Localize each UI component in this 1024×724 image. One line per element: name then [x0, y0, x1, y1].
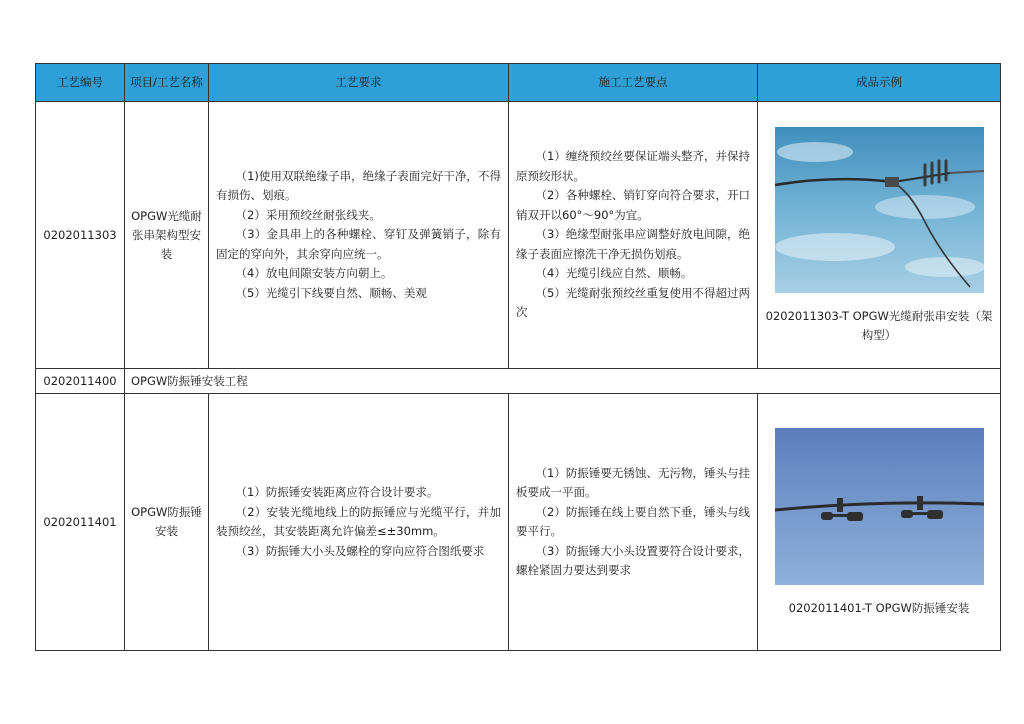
example-caption: 0202011401-T OPGW防振锤安装	[788, 601, 970, 615]
construction-key-points	[509, 102, 758, 369]
group-title: OPGW防振锤安装工程	[125, 369, 1001, 394]
key-point-item: （3）绝缘型耐张串应调整好放电间隙，绝缘子表面应擦洗干净无损伤划痕。	[516, 227, 750, 261]
key-point-item: （1）缠绕预绞丝要保证端头整齐，并保持原预绞形状。	[516, 149, 750, 183]
process-code: 0202011303	[36, 102, 125, 369]
process-requirements	[209, 394, 509, 651]
requirement-item: （2）安装光缆地线上的防振锤应与光缆平行，并加装预绞丝，其安装距离允许偏差≤±30mm。	[216, 504, 501, 538]
header-process-name: 项目/工艺名称	[125, 64, 209, 102]
header-finished-example: 成品示例	[758, 64, 1001, 102]
requirement-item: （5）光缆引下线要自然、顺畅、美观	[235, 285, 427, 300]
finished-example	[758, 102, 1001, 369]
key-point-item: （3）防振锤大小头设置要符合设计要求，螺栓紧固力要达到要求	[516, 543, 750, 577]
key-point-item: （4）光缆引线应自然、顺畅。	[535, 266, 693, 281]
requirement-item: （1）防振锤安装距离应符合设计要求。	[235, 485, 439, 499]
header-process-code: 工艺编号	[36, 64, 125, 102]
requirement-item: （4）放电间隙安装方向朝上。	[235, 266, 393, 281]
process-name: OPGW防振锤安装	[125, 394, 209, 651]
requirement-item: （3）金具串上的各种螺栓、穿钉及弹簧销子，除有固定的穿向外，其余穿向应统一。	[216, 227, 501, 261]
process-name: OPGW光缆耐张串架构型安装	[125, 102, 209, 369]
tension-string-photo	[775, 127, 984, 293]
process-code: 0202011401	[36, 394, 125, 651]
process-requirements	[209, 102, 509, 369]
key-point-item: （1）防振锤要无锈蚀、无污物，锤头与挂板要成一平面。	[516, 465, 750, 499]
table-header-row	[36, 64, 1001, 102]
vibration-damper-photo	[775, 428, 984, 585]
process-table	[35, 63, 1001, 651]
key-point-item: （2）防振锤在线上要自然下垂，锤头与线要平行。	[516, 504, 750, 538]
table-row	[36, 102, 1001, 369]
construction-key-points	[509, 394, 758, 651]
requirement-item: （1)使用双联绝缘子串，绝缘子表面完好干净，不得有损伤、划痕。	[216, 168, 501, 203]
finished-example	[758, 394, 1001, 651]
group-code: 0202011400	[36, 369, 125, 394]
header-construction-key-points: 施工工艺要点	[509, 64, 758, 102]
requirement-item: （2）采用预绞丝耐张线夹。	[235, 207, 381, 222]
requirement-item: （3）防振锤大小头及螺栓的穿向应符合图纸要求	[235, 543, 485, 558]
table-row	[36, 394, 1001, 651]
table-group-row	[36, 369, 1001, 394]
example-caption: 0202011303-T OPGW光缆耐张串安装（架构型）	[765, 309, 993, 342]
key-point-item: （5）光缆耐张预绞丝重复使用不得超过两次	[516, 285, 750, 320]
key-point-item: （2）各种螺栓、销钉穿向符合要求，开口销双开以60°～90°为宜。	[516, 188, 750, 222]
header-process-requirements: 工艺要求	[209, 64, 509, 102]
